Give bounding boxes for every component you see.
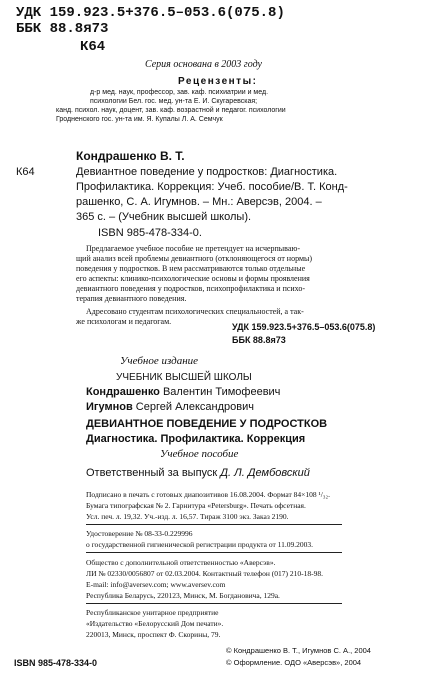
author-heading: Кондрашенко В. Т. xyxy=(76,149,185,163)
divider-2 xyxy=(86,552,342,553)
reviewer-line-1: д-р мед. наук, профессор, зав. каф. психиатрии и мед. xyxy=(90,89,269,96)
author-1 xyxy=(86,387,280,398)
abstract-line-3: поведения у подростков. В нем рассматриваются только отдельные xyxy=(76,264,306,273)
reviewer-line-4: Гродненского гос. ун-та им. Я. Купалы Л. А. Семчук xyxy=(56,116,223,123)
responsible-line xyxy=(86,468,310,479)
title-line-2: Профилактика. Коррекция: Учеб. пособие/В. Т. Конд- xyxy=(76,181,348,193)
series-name: УЧЕБНИК ВЫСШЕЙ ШКОЛЫ xyxy=(116,372,252,383)
series-note: Серия основана в 2003 году xyxy=(145,59,262,70)
divider-1 xyxy=(86,524,342,525)
reviewers-heading: Рецензенты: xyxy=(178,76,258,87)
printer-line-3: 220013, Минск, проспект Ф. Скорины, 79. xyxy=(86,630,221,639)
main-subtitle: Диагностика. Профилактика. Коррекция xyxy=(86,433,306,445)
isbn-card: ISBN 985-478-334-0. xyxy=(98,227,202,239)
cutter-code-top: К64 xyxy=(80,39,106,55)
certificate-line-1: Удостоверение № 08-33-0.229996 xyxy=(86,529,193,538)
reviewer-line-3: канд. психол. наук, доцент, зав. каф. возрастной и педагог. психологии xyxy=(56,107,286,114)
print-info-line-3: Усл. печ. л. 19,32. Уч.-изд. л. 16,57. Тираж 3100 экз. Заказ 2190. xyxy=(86,512,289,521)
udc-code-top: УДК 159.923.5+376.5–053.6(075.8) xyxy=(16,5,285,21)
title-line-4: 365 с. – (Учебник высшей школы). xyxy=(76,211,252,223)
author-2 xyxy=(86,402,254,413)
publisher-line-1: Общество с дополнительной ответственностью «Аверсэв». xyxy=(86,558,276,567)
main-title: ДЕВИАНТНОЕ ПОВЕДЕНИЕ У ПОДРОСТКОВ xyxy=(86,418,328,430)
reviewer-line-2: психологии Бел. гос. мед. ун-та Е. И. Скугаревская; xyxy=(90,98,258,105)
copyright-line-1: © Кондрашенко В. Т., Игумнов С. А., 2004 xyxy=(226,646,371,655)
responsible-name: Д. Л. Дембовский xyxy=(220,467,310,479)
cutter-code: К64 xyxy=(16,166,35,178)
certificate-line-2: о государственной гигиенической регистрации продукта от 11.09.2003. xyxy=(86,540,313,549)
abstract-line-8: же психологам и педагогам. xyxy=(76,317,172,326)
author-2-given: Сергей Александрович xyxy=(135,401,254,413)
edition-type: Учебное издание xyxy=(120,355,199,367)
copyright-line-2: © Оформление. ОДО «Аверсэв», 2004 xyxy=(226,658,362,667)
author-1-given: Валентин Тимофеевич xyxy=(162,386,281,398)
title-line-1: Девиантное поведение у подростков: Диагностика. xyxy=(76,166,338,178)
bbk-code-top: ББК 88.8я73 xyxy=(16,21,109,37)
printer-line-2: «Издательство «Белорусский Дом печати». xyxy=(86,619,224,628)
udc-code-bottom: УДК 159.923.5+376.5–053.6(075.8) xyxy=(232,322,376,332)
author-2-surname: Игумнов xyxy=(86,401,133,413)
author-1-surname: Кондрашенко xyxy=(86,386,160,398)
responsible-label: Ответственный за выпуск xyxy=(86,467,218,479)
print-info-line-1: Подписано в печать с готовых диапозитивов 16.08.2004. Формат 84×108 ¹/₃₂. xyxy=(86,490,330,499)
printer-line-1: Республиканское унитарное предприятие xyxy=(86,608,219,617)
book-type: Учебное пособие xyxy=(160,448,239,460)
isbn-bottom: ISBN 985-478-334-0 xyxy=(14,658,98,668)
print-info-line-2: Бумага типографская № 2. Гарнитура «Petersburg». Печать офсетная. xyxy=(86,501,306,510)
abstract-line-4: его аспекты: клинико-психологические основы и формы проявления xyxy=(76,274,310,283)
publisher-line-2: ЛИ № 02330/0056807 от 02.03.2004. Контактный телефон (017) 210-18-98. xyxy=(86,569,324,578)
publisher-line-3: E-mail: info@aversev.com; www.aversev.com xyxy=(86,580,226,589)
divider-3 xyxy=(86,603,342,604)
publisher-line-4: Республика Беларусь, 220123, Минск, М. Богдановича, 129а. xyxy=(86,591,280,600)
abstract-line-6: терапия девиантного поведения. xyxy=(76,294,187,303)
bbk-code-bottom: ББК 88.8я73 xyxy=(232,335,286,345)
abstract-line-7: Адресовано студентам психологических специальностей, а так- xyxy=(86,307,304,316)
abstract-line-1: Предлагаемое учебное пособие не претендует на исчерпываю- xyxy=(86,244,301,253)
title-line-3: рашенко, С. А. Игумнов. – Мн.: Аверсэв, 2004. – xyxy=(76,196,322,208)
abstract-line-5: девиантного поведения у подростков, психопрофилактика и психо- xyxy=(76,284,306,293)
abstract-line-2: щий анализ всей проблемы девиантного (отклоняющегося от нормы) xyxy=(76,254,313,263)
